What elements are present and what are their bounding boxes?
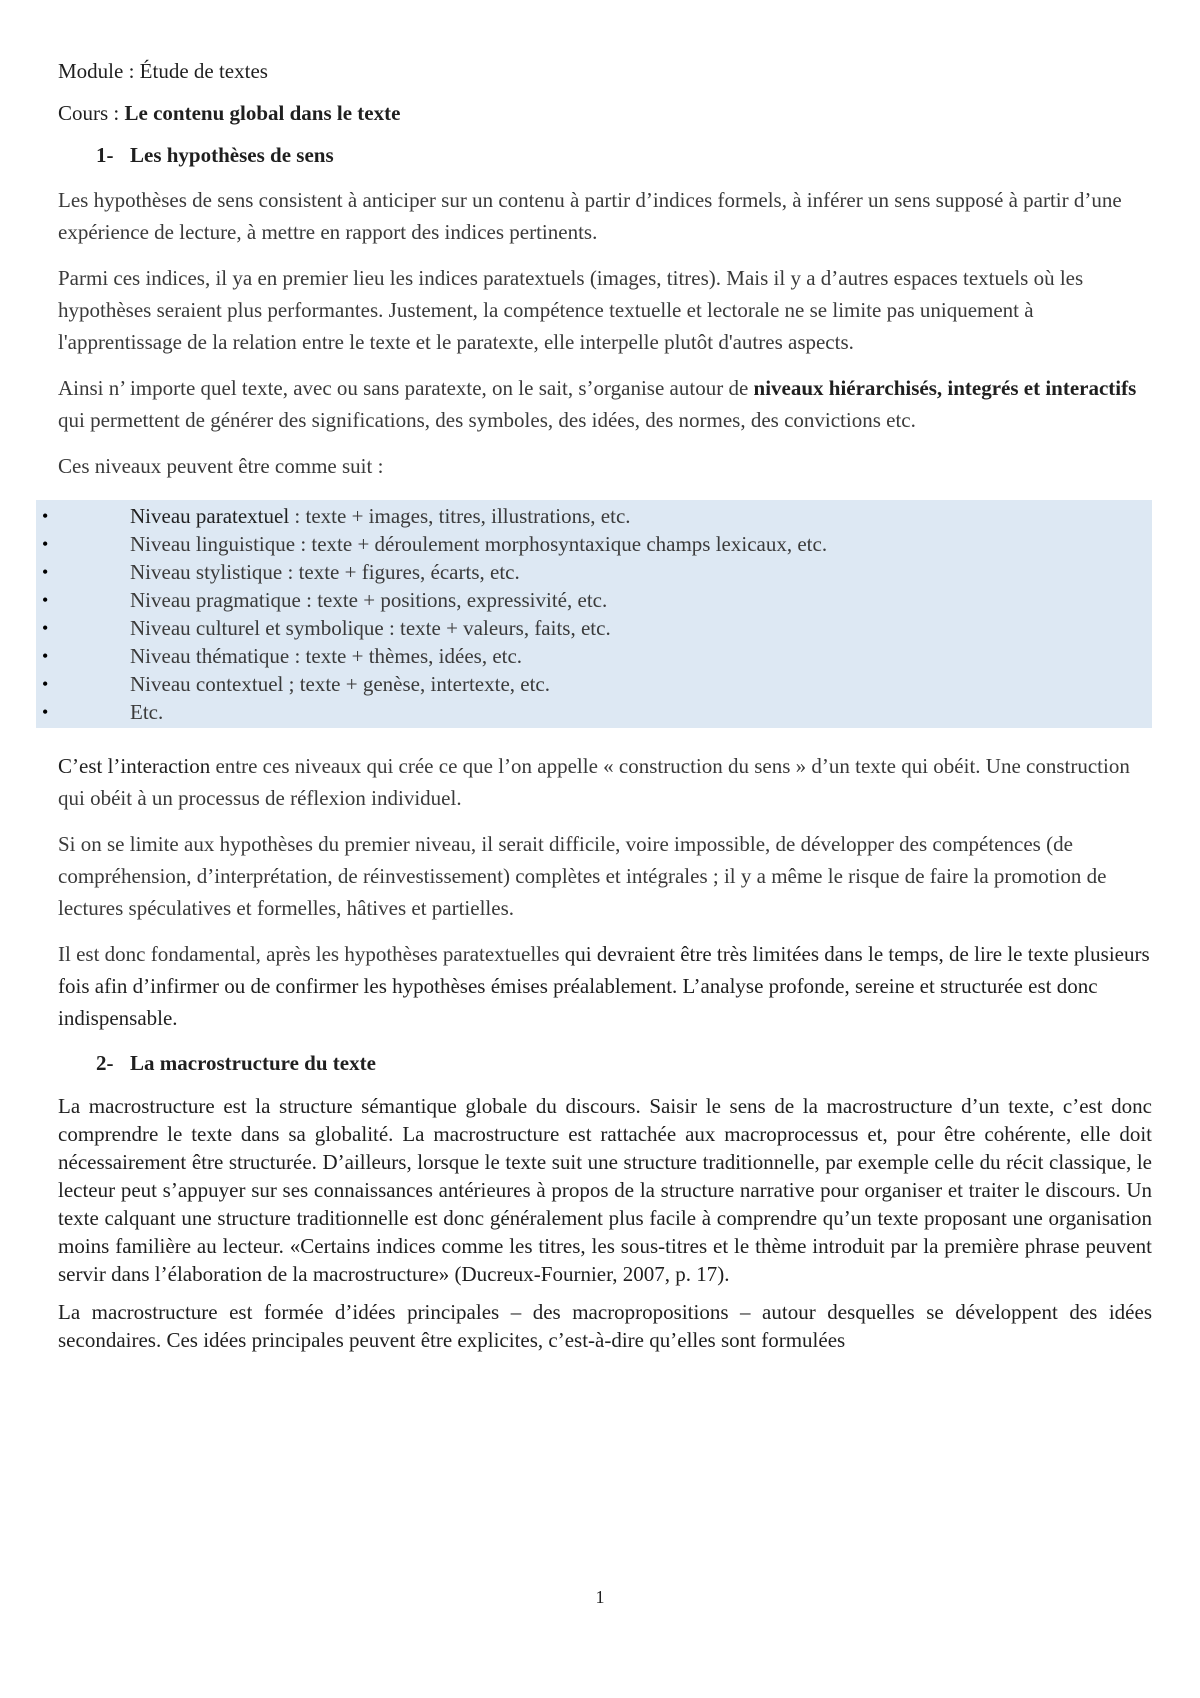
course-label: Cours : bbox=[58, 101, 125, 125]
section-1-paragraph-1: Les hypothèses de sens consistent à anticiper sur un contenu à partir d’indices formels, à inférer un sens supposé à partir d’une expérience de lecture, à mettre en rapport des indices pertinents. bbox=[58, 188, 1122, 244]
paragraph-5-end: entre ces niveaux qui crée ce que l’on appelle « construction du sens » d’un texte qui obéit. Une construction qui obéit à un processus de réflexion individuel. bbox=[58, 754, 1130, 810]
section-1-number: 1- bbox=[96, 143, 114, 167]
level-name: Niveau culturel et symbolique bbox=[130, 616, 384, 640]
level-name: Niveau linguistique bbox=[130, 532, 296, 556]
section-2-number: 2- bbox=[96, 1051, 114, 1075]
section-2-title: La macrostructure du texte bbox=[130, 1051, 376, 1075]
bullet-icon: • bbox=[42, 506, 49, 526]
section-1-paragraph-5 bbox=[58, 750, 1152, 814]
paragraph-7-end: qui devraient être très limitées dans le temps, de lire le texte plusieurs fois afin d’infirmer ou de confirmer les hypothèses émises préalablement. L’analyse profonde, sereine et structurée est donc indispensable. bbox=[58, 942, 1150, 1030]
bullet-icon: • bbox=[42, 646, 49, 666]
list-item bbox=[36, 530, 1152, 558]
section-1-title: Les hypothèses de sens bbox=[130, 143, 334, 167]
levels-list bbox=[36, 500, 1152, 728]
level-description: : texte + thèmes, idées, etc. bbox=[289, 644, 523, 668]
level-description: : texte + valeurs, faits, etc. bbox=[383, 616, 611, 640]
section-1-paragraph-7 bbox=[58, 938, 1152, 1034]
list-item bbox=[36, 642, 1152, 670]
paragraph-3-end: qui permettent de générer des significations, des symboles, des idées, des normes, des convictions etc. bbox=[58, 408, 916, 432]
level-name: Niveau paratextuel bbox=[130, 504, 290, 528]
level-name: Niveau thématique bbox=[130, 644, 290, 668]
paragraph-3-start: Ainsi n’ importe quel texte, avec ou sans paratexte, on le sait, s’organise autour de bbox=[58, 376, 754, 400]
bullet-icon: • bbox=[42, 590, 49, 610]
list-item bbox=[36, 558, 1152, 586]
section-1-paragraph-4: Ces niveaux peuvent être comme suit : bbox=[58, 454, 384, 478]
section-2-heading bbox=[96, 1048, 1152, 1078]
course-title: Le contenu global dans le texte bbox=[124, 101, 401, 125]
section-1-paragraph-6: Si on se limite aux hypothèses du premier niveau, il serait difficile, voire impossible, de développer des compétences (de compréhension, d’interprétation, de réinvestissement) complètes et intégrales ; il y a même le risque de faire la promotion de lectures spéculatives et formelles, hâtives et partielles. bbox=[58, 832, 1107, 920]
bullet-icon: • bbox=[42, 702, 49, 722]
section-2-paragraph-1: La macrostructure est la structure sémantique globale du discours. Saisir le sens de la macrostructure d’un texte, c’est donc comprendre le texte dans sa globalité. La macrostructure est rattachée aux macroprocessus et, pour être cohérente, elle doit nécessairement être structurée. D’ailleurs, lorsque le texte suit une structure traditionnelle, par exemple celle du récit classique, le lecteur peut s’appuyer sur ses connaissances antérieures à propos de la structure narrative pour organiser et traiter le discours. Un texte calquant une structure traditionnelle est donc généralement plus facile à comprendre qu’un texte proposant une organisation moins familière au lecteur. «Certains indices comme les titres, les sous-titres et le thème introduit par la première phrase peuvent servir dans l’élaboration de la macrostructure» (Ducreux-Fournier, 2007, p. 17). bbox=[58, 1094, 1152, 1286]
section-1-paragraph-3 bbox=[58, 372, 1152, 436]
bullet-icon: • bbox=[42, 618, 49, 638]
list-item bbox=[36, 670, 1152, 698]
bullet-icon: • bbox=[42, 674, 49, 694]
level-description: : texte + positions, expressivité, etc. bbox=[300, 588, 608, 612]
module-value: Étude de textes bbox=[139, 59, 268, 83]
course-line bbox=[58, 98, 1152, 128]
section-2-paragraph-2: La macrostructure est formée d’idées principales – des macropropositions – autour desquelles se développent des idées secondaires. Ces idées principales peuvent être explicites, c’est-à-dire qu’elles sont formulées bbox=[58, 1300, 1152, 1352]
level-description: : texte + figures, écarts, etc. bbox=[282, 560, 520, 584]
list-item bbox=[36, 586, 1152, 614]
bullet-icon: • bbox=[42, 562, 49, 582]
list-item bbox=[36, 614, 1152, 642]
document-page bbox=[42, 56, 1152, 1364]
level-name: Niveau contextuel bbox=[130, 672, 284, 696]
level-description: : texte + images, titres, illustrations, etc. bbox=[289, 504, 631, 528]
paragraph-5-start: C’est l’interaction bbox=[58, 754, 211, 778]
paragraph-3-bold: niveaux hiérarchisés, integrés et interactifs bbox=[753, 376, 1137, 400]
level-name: Niveau stylistique bbox=[130, 560, 283, 584]
section-1-paragraph-2: Parmi ces indices, il ya en premier lieu les indices paratextuels (images, titres). Mais il y a d’autres espaces textuels où les hypothèses seraient plus performantes. Justement, la compétence textuelle et lectorale ne se limite pas uniquement à l'apprentissage de la relation entre le texte et le paratexte, elle interpelle plutôt d'autres aspects. bbox=[58, 266, 1084, 354]
level-description: : texte + déroulement morphosyntaxique champs lexicaux, etc. bbox=[295, 532, 828, 556]
list-item bbox=[36, 502, 1152, 530]
paragraph-7-start: Il est donc fondamental, après les hypothèses paratextuelles bbox=[58, 942, 565, 966]
section-1-heading bbox=[96, 140, 1152, 170]
list-item bbox=[36, 698, 1152, 726]
level-name: Etc. bbox=[130, 700, 164, 724]
bullet-icon: • bbox=[42, 534, 49, 554]
page-number: 1 bbox=[595, 1587, 605, 1607]
level-description: ; texte + genèse, intertexte, etc. bbox=[283, 672, 551, 696]
module-label: Module : bbox=[58, 59, 140, 83]
level-name: Niveau pragmatique bbox=[130, 588, 301, 612]
module-line bbox=[58, 56, 1152, 86]
